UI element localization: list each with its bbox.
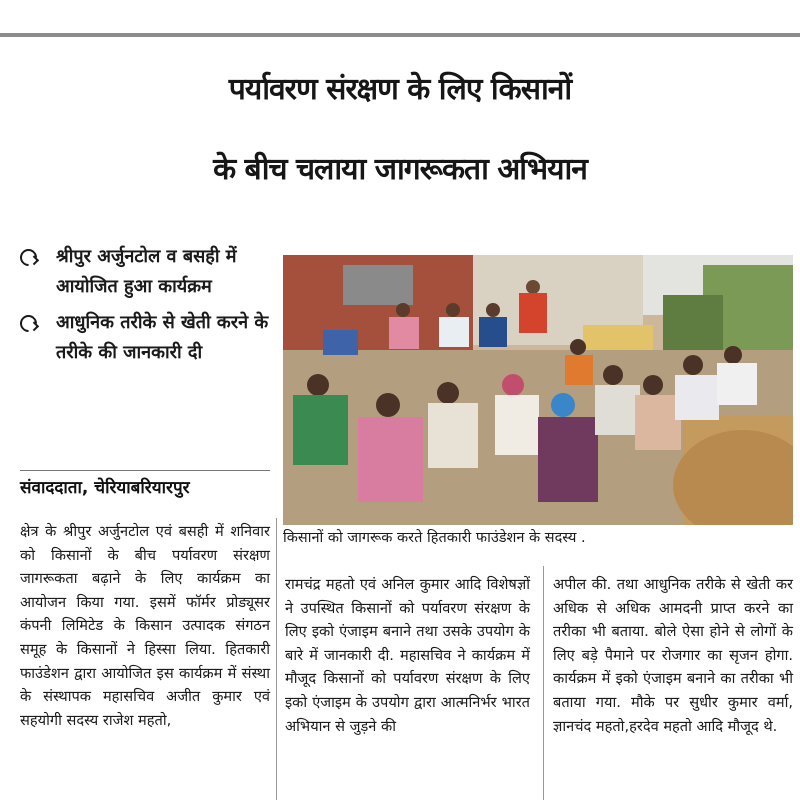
highlight-text: आधुनिक तरीके से खेती करने के तरीके की जानकारी दी [56, 312, 269, 363]
highlight-item [20, 308, 270, 368]
highlights-list [20, 242, 270, 368]
news-photo [283, 255, 793, 525]
farmers-meeting-photo [283, 255, 793, 525]
article-column-1: क्षेत्र के श्रीपुर अर्जुनटोल एवं बसही में शनिवार को किसानों के बीच पर्यावरण संरक्षण जागरूकता बढ़ाने के लिए कार्यक्रम का आयोजन किया गया. इसमें फॉर्मर प्रोड्यूसर कंपनी लिमिटेड के किसान उत्पादक संगठन समूह के किसानों ने हिस्सा लिया. हितकारी फाउंडेशन द्वारा आयोजित इस कार्यक्रम में संस्था के संस्थापक महासचिव अजीत कुमार एवं सहयोगी सदस्य राजेश महतो, [20, 523, 270, 729]
photo-caption: किसानों को जागरूक करते हितकारी फाउंडेशन के सदस्य . [283, 530, 586, 546]
bullet-arrow-icon [16, 311, 40, 335]
top-rule [0, 33, 800, 37]
column-divider [543, 566, 544, 800]
highlight-item [20, 242, 270, 302]
byline-divider [20, 470, 270, 471]
headline-line-1: पर्यावरण संरक्षण के लिए किसानों [228, 72, 572, 107]
article-column-3: अपील की. तथा आधुनिक तरीके से खेती कर अधिक से अधिक आमदनी प्राप्त करने का तरीका भी बताया. बोले ऐसा होने से लोगों के लिए बड़े पैमाने पर रोजगार का सृजन होगा. कार्यक्रम में इको एंजाइम बनाने का तरीका भी बताया गया. मौके पर सुधीर कुमार वर्मा, ज्ञानचंद महतो,हरदेव महतो आदि मौजूद थे. [553, 576, 793, 735]
headline-line-2: के बीच चलाया जागरूकता अभियान [213, 152, 587, 187]
article-column-2: रामचंद्र महतो एवं अनिल कुमार आदि विशेषज्ञों ने उपस्थित किसानों को पर्यावरण संरक्षण के लिए इको एंजाइम बनाने तथा उसके उपयोग के बारे में जानकारी दी. महासचिव ने कार्यक्रम में मौजूद किसानों को पर्यावरण संरक्षण के लिए इको एंजाइम के उपयोग द्वारा आत्मनिर्भर भारत अभियान से जुड़ने की [285, 576, 530, 735]
bullet-arrow-icon [16, 245, 40, 269]
byline: संवाददाता, चेरियाबरियारपुर [20, 478, 190, 498]
column-divider [276, 518, 277, 800]
highlight-text: श्रीपुर अर्जुनटोल व बसही में आयोजित हुआ कार्यक्रम [56, 246, 237, 297]
